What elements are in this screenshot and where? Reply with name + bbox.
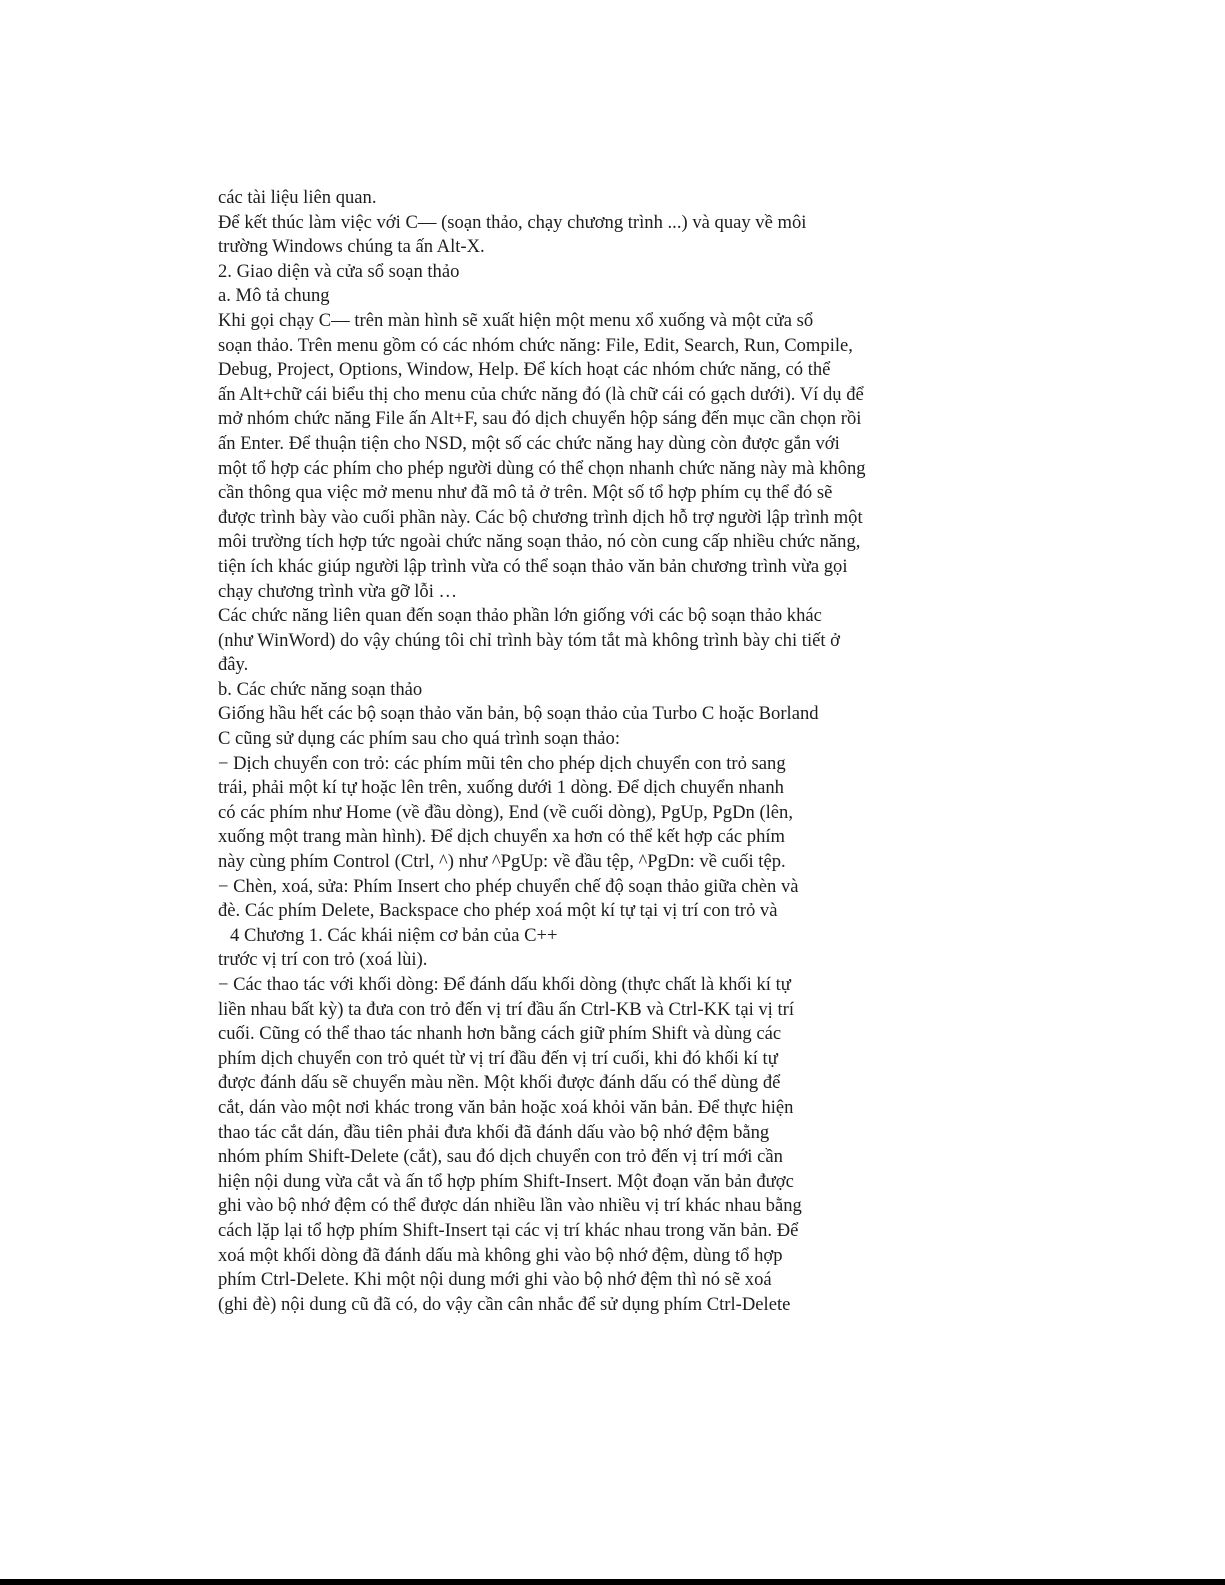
text-line: ghi vào bộ nhớ đệm có thể được dán nhiều lần vào nhiều vị trí khác nhau bằng [218,1195,802,1217]
text-line: này cùng phím Control (Ctrl, ^) như ^PgUp: về đầu tệp, ^PgDn: về cuối tệp. [218,851,786,873]
text-line: môi trường tích hợp tức ngoài chức năng soạn thảo, nó còn cung cấp nhiều chức năng, [218,531,861,553]
subsection-heading: b. Các chức năng soạn thảo [218,678,423,700]
text-line: hiện nội dung vừa cắt và ấn tổ hợp phím Shift-Insert. Một đoạn văn bản được [218,1170,794,1192]
text-line: − Các thao tác với khối dòng: Để đánh dấu khối dòng (thực chất là khối kí tự [218,974,791,995]
text-line: trước vị trí con trỏ (xoá lùi). [218,949,428,971]
text-line: chạy chương trình vừa gỡ lỗi … [218,580,458,602]
text-line: Các chức năng liên quan đến soạn thảo phần lớn giống với các bộ soạn thảo khác [218,605,822,627]
text-line: được trình bày vào cuối phần này. Các bộ chương trình dịch hỗ trợ người lập trình một [218,506,863,528]
text-line: cần thông qua việc mở menu như đã mô tả ở trên. Một số tổ hợp phím cụ thể đó sẽ [218,482,833,504]
text-line: một tổ hợp các phím cho phép người dùng có thể chọn nhanh chức năng này mà không [218,457,866,479]
text-line: tiện ích khác giúp người lập trình vừa có thể soạn thảo văn bản chương trình vừa gọi [218,555,848,577]
text-line: trái, phải một kí tự hoặc lên trên, xuống dưới 1 dòng. Để dịch chuyển nhanh [218,777,784,799]
text-line: Debug, Project, Options, Window, Help. Để kích hoạt các nhóm chức năng, có thể [218,359,831,381]
text-line: − Chèn, xoá, sửa: Phím Insert cho phép chuyển chế độ soạn thảo giữa chèn và [218,875,799,897]
text-line: nhóm phím Shift-Delete (cắt), sau đó dịch chuyển con trỏ đến vị trí mới cần [218,1146,783,1168]
text-line: phím Ctrl-Delete. Khi một nội dung mới ghi vào bộ nhớ đệm thì nó sẽ xoá [218,1269,772,1291]
text-line: (như WinWord) do vậy chúng tôi chỉ trình bày tóm tắt mà không trình bày chi tiết ở [218,629,841,651]
text-line: Để kết thúc làm việc với C— (soạn thảo, chạy chương trình ...) và quay về môi [218,211,807,233]
text-line: ấn Enter. Để thuận tiện cho NSD, một số các chức năng hay dùng còn được gắn với [218,432,840,454]
text-line: các tài liệu liên quan. [218,187,377,208]
text-line: xoá một khối dòng đã đánh dấu mà không ghi vào bộ nhớ đệm, dùng tổ hợp [218,1244,783,1266]
text-line: cách lặp lại tổ hợp phím Shift-Insert tại các vị trí khác nhau trong văn bản. Để [218,1219,799,1241]
text-line: ấn Alt+chữ cái biểu thị cho menu của chức năng đó (là chữ cái có gạch dưới). Ví dụ để [218,383,864,405]
page-footer: 4 Chương 1. Các khái niệm cơ bản của C++ [230,924,558,946]
text-line: Khi gọi chạy C— trên màn hình sẽ xuất hiện một menu xổ xuống và một cửa sổ [218,309,814,331]
text-line: cắt, dán vào một nơi khác trong văn bản hoặc xoá khỏi văn bản. Để thực hiện [218,1096,794,1118]
text-line: phím dịch chuyển con trỏ quét từ vị trí đầu đến vị trí cuối, khi đó khối kí tự [218,1047,778,1069]
text-line: trường Windows chúng ta ấn Alt-X. [218,236,485,258]
text-line: C cũng sử dụng các phím sau cho quá trình soạn thảo: [218,728,621,750]
document-body [218,186,978,1317]
text-line: xuống một trang màn hình). Để dịch chuyển xa hơn có thể kết hợp các phím [218,826,786,848]
bottom-edge-divider [0,1579,1225,1585]
text-line: có các phím như Home (về đầu dòng), End (về cuối dòng), PgUp, PgDn (lên, [218,801,793,823]
text-line: mở nhóm chức năng File ấn Alt+F, sau đó dịch chuyển hộp sáng đến mục cần chọn rồi [218,408,862,430]
section-heading: 2. Giao diện và cửa sổ soạn thảo [218,260,460,282]
text-line: cuối. Cũng có thể thao tác nhanh hơn bằng cách giữ phím Shift và dùng các [218,1023,782,1045]
text-line: thao tác cắt dán, đầu tiên phải đưa khối đã đánh dấu vào bộ nhớ đệm bằng [218,1121,770,1143]
text-line: − Dịch chuyển con trỏ: các phím mũi tên cho phép dịch chuyển con trỏ sang [218,752,786,774]
text-line: Giống hầu hết các bộ soạn thảo văn bản, bộ soạn thảo của Turbo C hoặc Borland [218,703,819,725]
text-line: đè. Các phím Delete, Backspace cho phép xoá một kí tự tại vị trí con trỏ và [218,900,778,922]
text-line: được đánh dấu sẽ chuyển màu nền. Một khối được đánh dấu có thể dùng để [218,1072,781,1094]
text-line: liền nhau bất kỳ) ta đưa con trỏ đến vị trí đầu ấn Ctrl-KB và Ctrl-KK tại vị trí [218,998,795,1020]
text-line: đây. [218,654,249,676]
subsection-heading: a. Mô tả chung [218,285,330,307]
text-line: (ghi đè) nội dung cũ đã có, do vậy cần cân nhắc để sử dụng phím Ctrl-Delete [218,1293,791,1315]
text-line: soạn thảo. Trên menu gồm có các nhóm chức năng: File, Edit, Search, Run, Compile, [218,334,853,356]
